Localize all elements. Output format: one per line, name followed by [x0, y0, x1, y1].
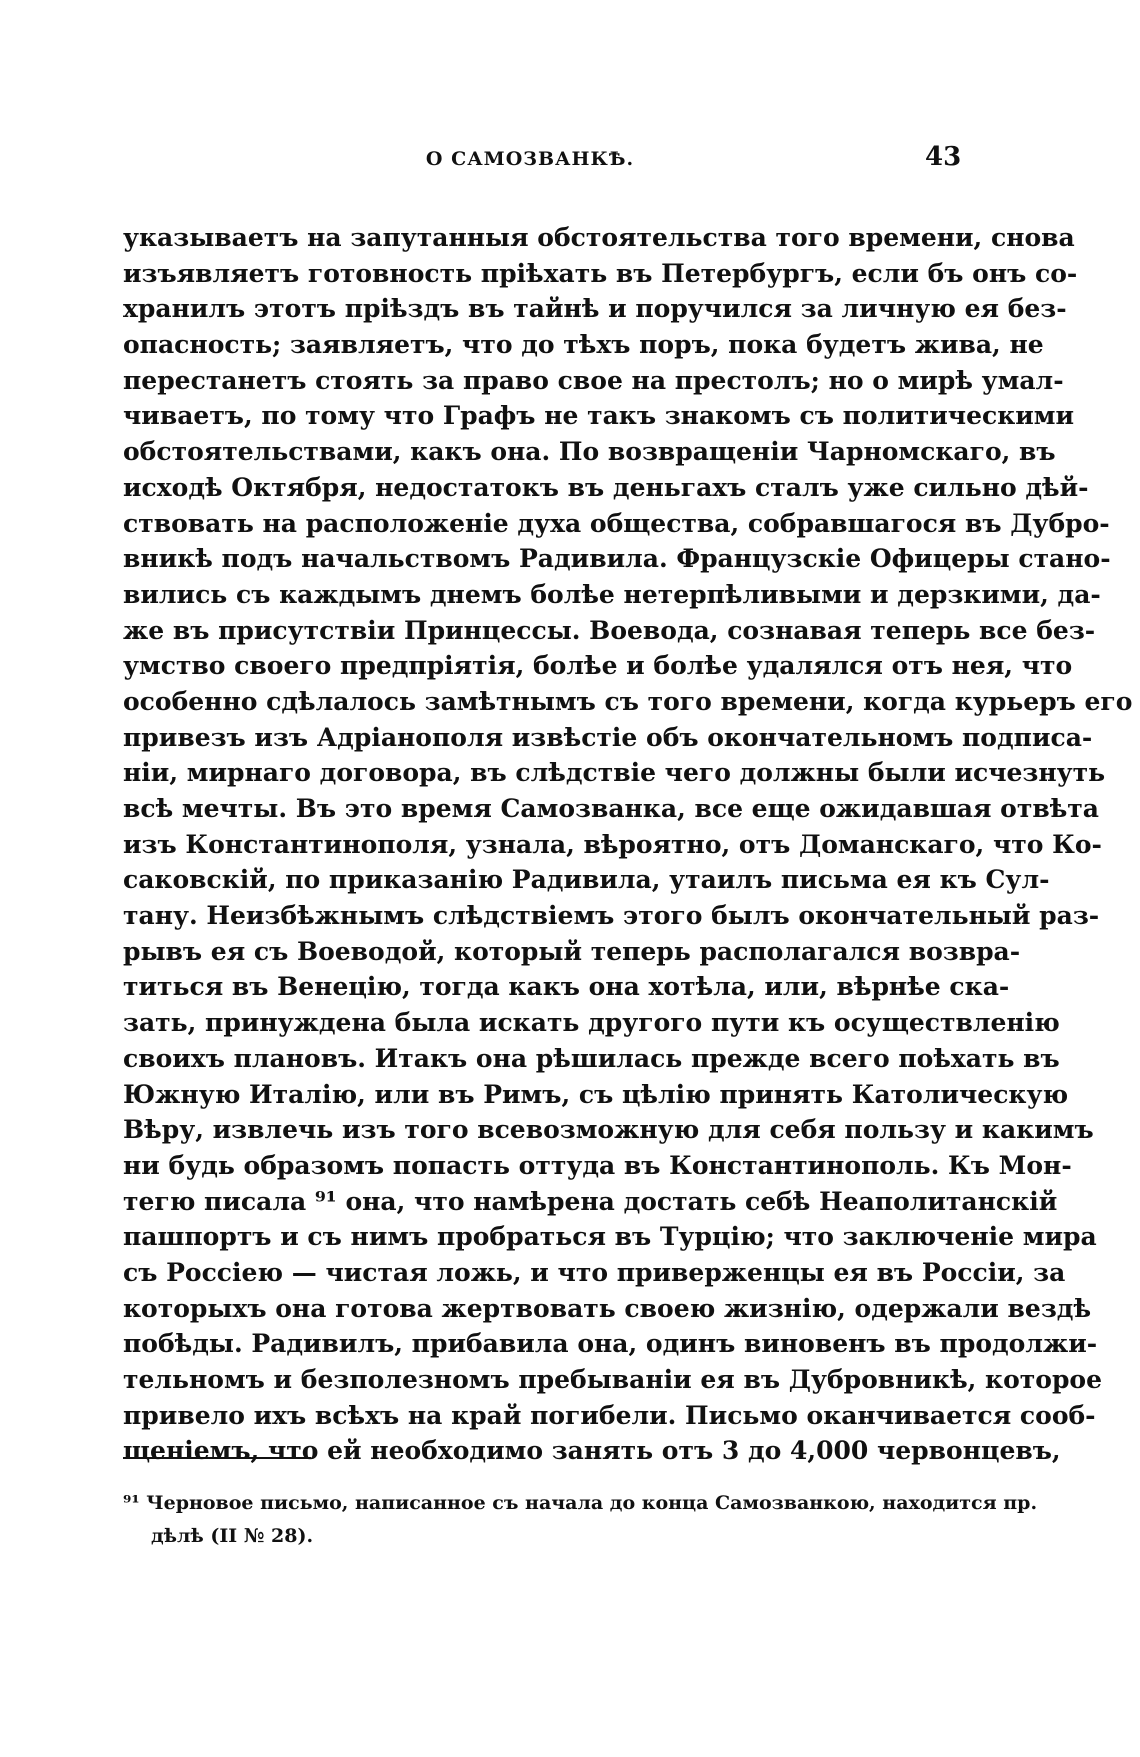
text-line: зать, принуждена была искать другого пути къ осуществленію [123, 1008, 1060, 1038]
text-line: тельномъ и безполезномъ пребываніи ея въ Дубровникѣ, которое [123, 1365, 1103, 1394]
text-line: тегю писала ⁹¹ она, что намѣрена достать себѣ Неаполитанскій [123, 1186, 1058, 1216]
text-line: обстоятельствами, какъ она. По возвращеніи Чарномскаго, въ [123, 437, 1056, 467]
text-line: привело ихъ всѣхъ на край погибели. Письмо оканчивается сооб- [123, 1400, 1096, 1430]
text-line: изъявляетъ готовность пріѣхать въ Петербургъ, если бъ онъ со- [123, 258, 1078, 288]
text-line: опасность; заявляетъ, что до тѣхъ поръ, пока будетъ жива, не [123, 330, 1044, 360]
footnote-line: ⁹¹ Черновое письмо, написанное съ начала до конца Самозванкою, находится пр. [123, 1492, 1038, 1514]
text-line: ствовать на расположеніе духа общества, собравшагося въ Дубро- [123, 508, 1110, 538]
footnote-divider [123, 1457, 311, 1459]
text-line: перестанетъ стоять за право свое на престолъ; но о мирѣ умал- [123, 365, 1064, 395]
text-line: своихъ плановъ. Итакъ она рѣшилась прежде всего поѣхать въ [123, 1043, 1060, 1073]
text-line: исходѣ Октября, недостатокъ въ деньгахъ сталъ уже сильно дѣй- [123, 472, 1089, 502]
text-line: хранилъ этотъ пріѣздъ въ тайнѣ и поручился за личную ея без- [123, 294, 1067, 324]
text-line: ни будь образомъ попасть оттуда въ Константинополь. Къ Мон- [123, 1150, 1072, 1180]
text-line: которыхъ она готова жертвовать своею жизнію, одержали вездѣ [123, 1293, 1092, 1323]
text-line: саковскій, по приказанію Радивила, утаилъ письма ея къ Сул- [123, 865, 1050, 895]
running-title: О САМОЗВАНКѢ. [425, 148, 635, 170]
text-line: Южную Италію, или въ Римъ, съ цѣлію принять Католическую [123, 1079, 1069, 1109]
text-line: же въ присутствіи Принцессы. Воевода, сознавая теперь все без- [123, 615, 1096, 645]
text-line: указываетъ на запутанныя обстоятельства того времени, снова [123, 223, 1075, 252]
text-line: тану. Неизбѣжнымъ слѣдствіемъ этого былъ окончательный раз- [123, 901, 1100, 931]
text-line: всѣ мечты. Въ это время Самозванка, все еще ожидавшая отвѣта [123, 794, 1099, 823]
text-line: ніи, мирнаго договора, въ слѣдствіе чего должны были исчезнуть [123, 758, 1106, 788]
text-line: вились съ каждымъ днемъ болѣе нетерпѣливыми и дерзкими, да- [123, 579, 1101, 609]
footnote-line: дѣлѣ (II № 28). [151, 1525, 314, 1547]
text-line: изъ Константинополя, узнала, вѣроятно, отъ Доманскаго, что Ко- [123, 829, 1102, 859]
text-line: побѣды. Радивилъ, прибавила она, одинъ виновенъ въ продолжи- [123, 1329, 1098, 1359]
text-line: особенно сдѣлалось замѣтнымъ съ того времени, когда курьеръ его [123, 686, 1133, 716]
text-line: съ Россіею — чистая ложь, и что приверженцы ея въ Россіи, за [123, 1257, 1066, 1287]
main-text [123, 220, 1133, 1469]
text-line: Вѣру, извлечь изъ того всевозможную для себя пользу и какимъ [123, 1115, 1094, 1145]
page-number: 43 [925, 142, 962, 172]
text-line: чиваетъ, по тому что Графъ не такъ знакомъ съ политическими [123, 401, 1075, 431]
text-line: титься въ Венецію, тогда какъ она хотѣла, или, вѣрнѣе ска- [123, 972, 1010, 1002]
text-line: щеніемъ, что ей необходимо занять отъ 3 до 4,000 червонцевъ, [123, 1436, 1061, 1466]
text-line: рывъ ея съ Воеводой, который теперь располагался возвра- [123, 936, 1021, 966]
text-line: вникѣ подъ начальствомъ Радивила. Французскіе Офицеры стано- [123, 544, 1111, 574]
text-line: пашпортъ и съ нимъ пробраться въ Турцію; что заключеніе мира [123, 1222, 1097, 1252]
footnote [123, 1487, 1038, 1553]
text-line: умство своего предпріятія, болѣе и болѣе удалялся отъ нея, что [123, 651, 1073, 681]
text-line: привезъ изъ Адріанополя извѣстіе объ окончательномъ подписа- [123, 722, 1093, 752]
